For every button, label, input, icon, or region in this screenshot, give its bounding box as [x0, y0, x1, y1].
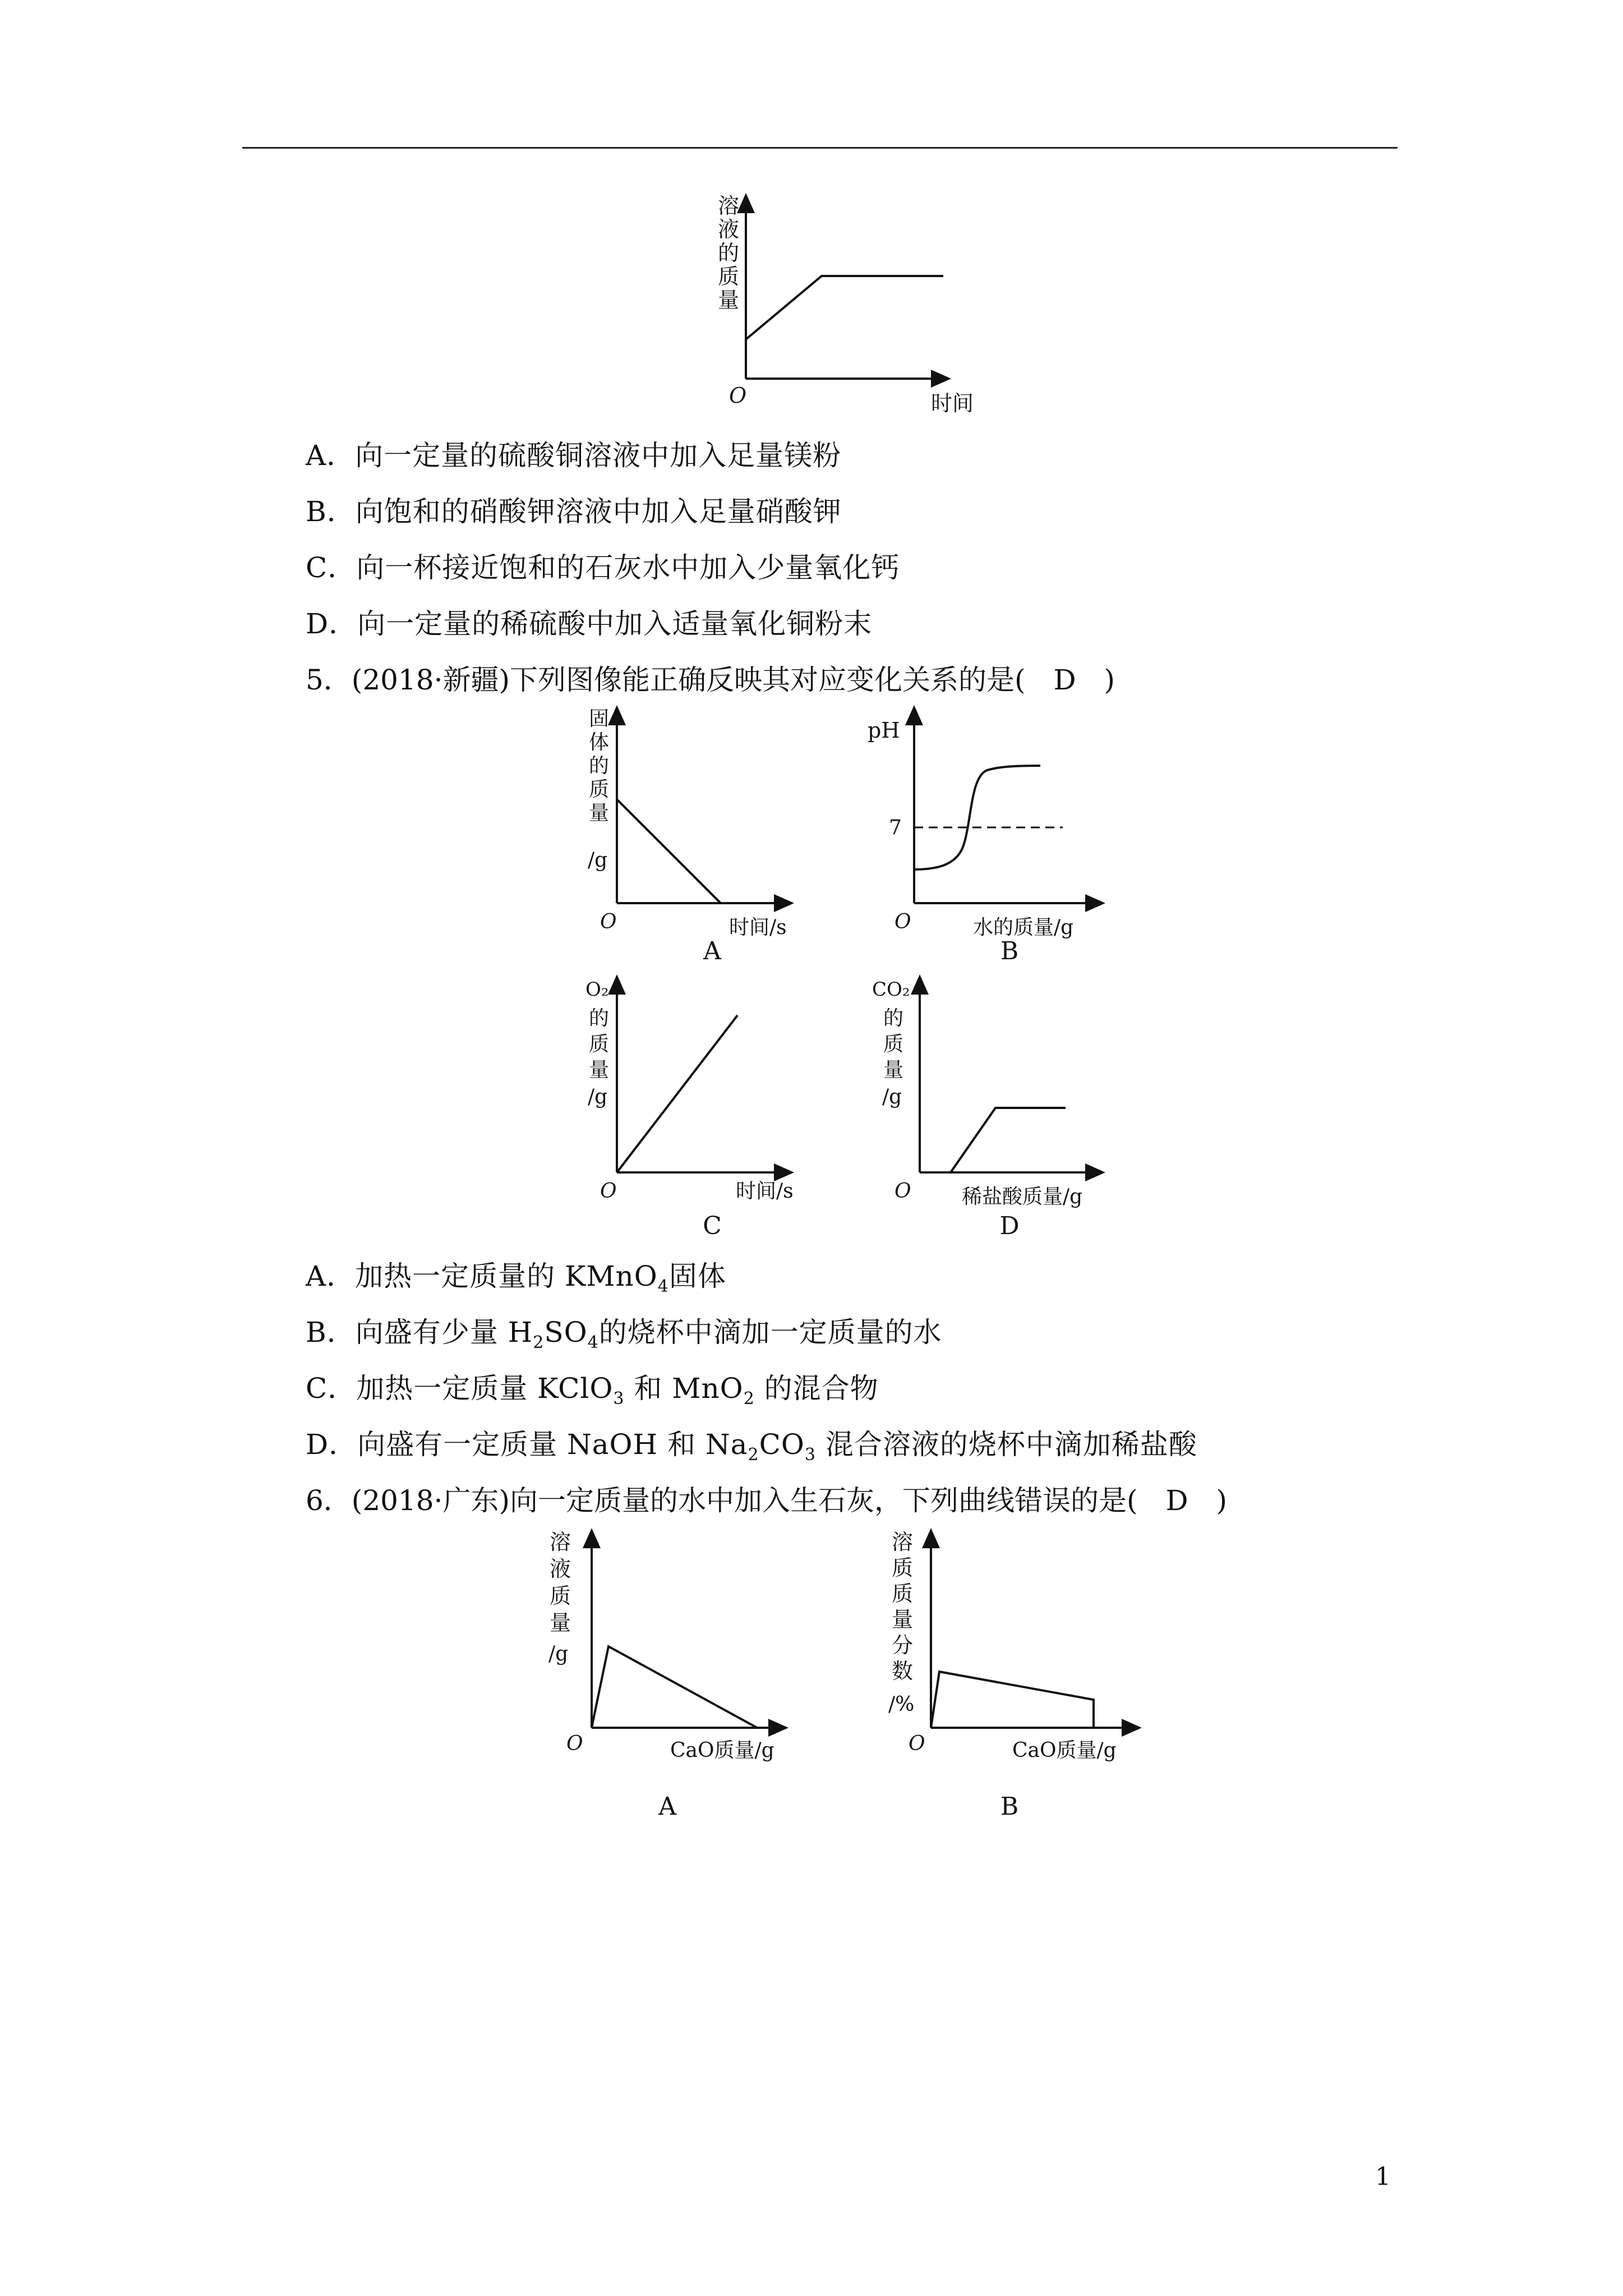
- q5c-y-label-4: 量: [589, 1059, 610, 1082]
- q4-option-a: A．向一定量的硫酸铜溶液中加入足量镁粉: [306, 439, 842, 472]
- q5b-x-label: 水的质量/g: [973, 916, 1074, 939]
- q5-graph-c: [561, 973, 824, 1209]
- q6b-y-label-7: /%: [888, 1693, 915, 1716]
- q5a-y-label-4: 质: [589, 778, 610, 801]
- q6b-y-label-1: 溶: [892, 1530, 914, 1554]
- q5-option-b-sub1: 2: [533, 1333, 545, 1352]
- q5-option-a-pre: A．加热一定质量的 KMnO: [306, 1260, 658, 1292]
- q4-origin: O: [729, 383, 747, 408]
- q5c-y-label-5: /g: [588, 1085, 608, 1108]
- q4-x-label: 时间: [931, 391, 974, 416]
- q6-caption-b: B: [1000, 1792, 1019, 1821]
- q5b-y-label: pH: [868, 718, 900, 743]
- q4-option-c: C．向一杯接近饱和的石灰水中加入少量氧化钙: [306, 551, 900, 584]
- q6-stem: 6．(2018·广东)向一定质量的水中加入生石灰，下列曲线错误的是( D ): [306, 1484, 1228, 1517]
- q5c-y-label-3: 质: [589, 1033, 610, 1056]
- q5a-y-label-6: /g: [588, 849, 608, 872]
- q6b-x-label: CaO质量/g: [1012, 1739, 1117, 1761]
- q6b-y-label-4: 量: [892, 1607, 914, 1632]
- q4-y-label-2: 液: [718, 217, 740, 242]
- q5-caption-d: D: [999, 1212, 1020, 1240]
- q6a-y-label-5: /g: [548, 1642, 569, 1665]
- page-number: 1: [1375, 2162, 1391, 2191]
- q5a-y-label-2: 体: [589, 731, 610, 754]
- q5-option-d-mid: CO: [759, 1428, 805, 1461]
- header-rule: [242, 147, 1398, 149]
- q5c-origin: O: [600, 1180, 617, 1203]
- q5-option-d-post: 混合溶液的烧杯中滴加稀盐酸: [815, 1428, 1197, 1461]
- q5-stem: 5．(2018·新疆)下列图像能正确反映其对应变化关系的是( D ): [306, 664, 1115, 696]
- q6b-y-label-2: 质: [892, 1556, 914, 1580]
- q5d-y-label-2: 的: [883, 1007, 904, 1030]
- q5-option-b-post: 的烧杯中滴加一定质量的水: [598, 1316, 942, 1349]
- q5-option-c-sub1: 3: [613, 1389, 625, 1409]
- q5c-curve: [617, 1015, 737, 1172]
- q6-caption-a: A: [658, 1792, 676, 1821]
- q5-option-c-mid: 和 MnO: [624, 1372, 744, 1405]
- q5d-y-label-4: 量: [883, 1059, 904, 1082]
- q5-caption-c: C: [703, 1212, 722, 1240]
- q5-option-d: [306, 1428, 1197, 1472]
- q5a-y-label-1: 固: [589, 707, 610, 730]
- q6b-origin: O: [909, 1732, 925, 1755]
- q5-option-c-pre: C．加热一定质量 KClO: [306, 1372, 614, 1405]
- q5-graph-d: [861, 973, 1152, 1209]
- q5d-x-label: 稀盐酸质量/g: [962, 1185, 1083, 1208]
- q5-option-d-sub1: 2: [748, 1445, 759, 1465]
- q5-option-a: [306, 1259, 726, 1304]
- q5-option-b-pre: B．向盛有少量 H: [306, 1316, 533, 1349]
- q5-option-a-sub: 4: [657, 1277, 669, 1296]
- q5-caption-b: B: [1000, 937, 1019, 965]
- q6b-curve: [931, 1672, 1094, 1728]
- q4-option-b: B．向饱和的硝酸钾溶液中加入足量硝酸钾: [306, 495, 842, 528]
- q6b-y-label-5: 分: [892, 1633, 914, 1658]
- q4-option-d: D．向一定量的稀硫酸中加入适量氧化铜粉末: [306, 608, 873, 640]
- q5c-y-label-2: 的: [589, 1007, 610, 1030]
- q6a-x-label: CaO质量/g: [670, 1739, 774, 1761]
- q5a-x-label: 时间/s: [729, 916, 787, 939]
- q6a-curve: [592, 1646, 757, 1728]
- q6a-y-label-3: 质: [550, 1584, 571, 1608]
- q5d-y-label-1: CO₂: [872, 978, 910, 1001]
- q5-caption-a: A: [703, 937, 721, 965]
- q6b-y-label-3: 质: [892, 1581, 914, 1606]
- q5b-tick-7: 7: [889, 816, 902, 839]
- q6a-y-label-2: 液: [550, 1557, 571, 1581]
- q5-option-c: [306, 1372, 879, 1416]
- q5-option-d-pre: D．向盛有一定质量 NaOH 和 Na: [306, 1428, 748, 1461]
- q5d-y-label-5: /g: [882, 1085, 902, 1108]
- q6-graph-b: [880, 1526, 1172, 1761]
- q5-option-a-post: 固体: [668, 1260, 726, 1292]
- q5a-origin: O: [600, 910, 617, 933]
- q5b-curve: [914, 766, 1040, 869]
- q5-graph-b: [861, 704, 1152, 940]
- q5-option-b-mid: SO: [544, 1316, 588, 1349]
- q5-graph-a: [561, 704, 824, 940]
- q5d-curve: [920, 1108, 1066, 1172]
- q6a-y-label-4: 量: [550, 1611, 571, 1635]
- q6a-origin: O: [566, 1732, 583, 1755]
- q5-option-b-sub2: 4: [587, 1333, 599, 1352]
- q5c-y-label-1: O₂: [585, 978, 609, 1001]
- q4-curve: [746, 276, 943, 339]
- q5d-origin: O: [895, 1180, 911, 1203]
- q4-y-label-4: 质: [718, 264, 740, 289]
- q5c-x-label: 时间/s: [736, 1180, 794, 1203]
- q5a-y-label-5: 量: [589, 802, 610, 825]
- q5-option-c-post: 的混合物: [754, 1372, 879, 1405]
- q5-option-d-sub2: 3: [804, 1445, 816, 1465]
- q4-y-label-3: 的: [718, 241, 740, 265]
- q4-y-label-5: 量: [718, 288, 740, 312]
- q6b-y-label-6: 数: [892, 1659, 914, 1683]
- q6a-y-label-1: 溶: [550, 1530, 571, 1554]
- q5b-origin: O: [895, 910, 911, 933]
- q6-graph-a: [538, 1526, 830, 1761]
- q5d-y-label-3: 质: [883, 1033, 904, 1056]
- q4-y-label-1: 溶: [718, 194, 740, 218]
- q5a-y-label-3: 的: [589, 754, 610, 777]
- q5a-curve: [617, 799, 721, 903]
- q5-option-c-sub2: 2: [743, 1389, 755, 1409]
- q4-graph: [707, 191, 998, 426]
- q5-option-b: [306, 1315, 942, 1360]
